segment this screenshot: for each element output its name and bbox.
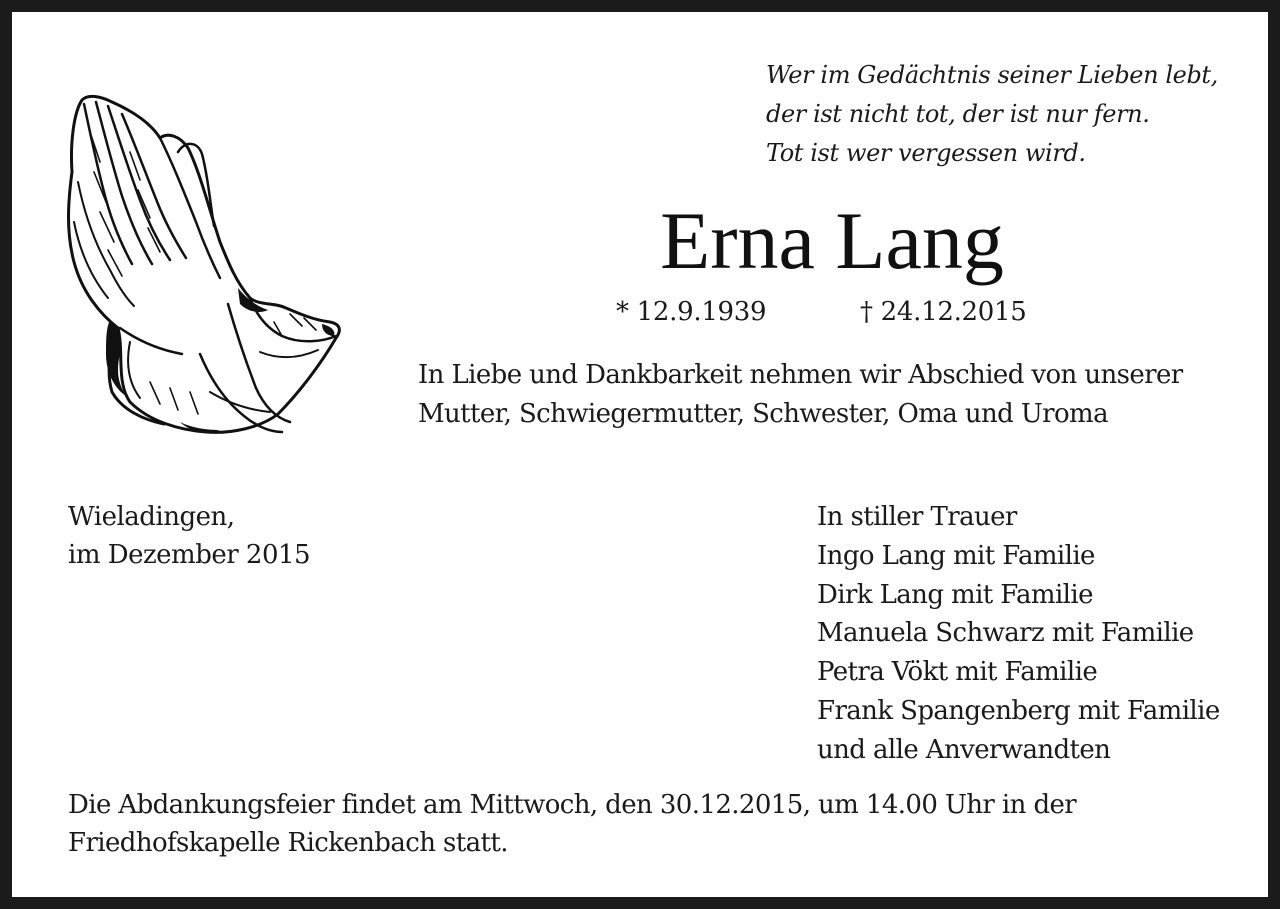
birth-date: * 12.9.1939 [616, 297, 767, 327]
memorial-quote [766, 56, 1266, 173]
deceased-name: Erna Lang [660, 195, 1004, 286]
ceremony-line: Die Abdankungsfeier findet am Mittwoch, den 30.12.2015, um 14.00 Uhr in der [68, 790, 1077, 820]
farewell-text [418, 356, 1278, 434]
quote-line: Tot ist wer vergessen wird. [766, 139, 1086, 167]
mourners-list [817, 498, 1220, 770]
death-date: † 24.12.2015 [860, 297, 1027, 327]
place-and-date [68, 498, 310, 574]
quote-line: der ist nicht tot, der ist nur fern. [766, 100, 1150, 128]
ceremony-info [68, 786, 1248, 862]
mourner-entry: Dirk Lang mit Familie [817, 579, 1093, 610]
ceremony-line: Friedhofskapelle Rickenbach statt. [68, 828, 508, 858]
farewell-line: In Liebe und Dankbarkeit nehmen wir Abschied von unserer [418, 360, 1183, 390]
mourner-entry: Ingo Lang mit Familie [817, 540, 1095, 571]
mourner-entry: und alle Anverwandten [817, 734, 1111, 765]
place-line: Wieladingen, [68, 502, 235, 532]
quote-line: Wer im Gedächtnis seiner Lieben lebt, [766, 61, 1218, 89]
farewell-line: Mutter, Schwiegermutter, Schwester, Oma und Uroma [418, 399, 1108, 429]
mourner-entry: Manuela Schwarz mit Familie [817, 618, 1194, 649]
date-line: im Dezember 2015 [68, 540, 311, 570]
mourner-entry: Frank Spangenberg mit Familie [817, 695, 1220, 726]
mourner-entry: Petra Vökt mit Familie [817, 657, 1098, 688]
praying-hands-icon [60, 92, 350, 452]
mourners-heading: In stiller Trauer [817, 502, 1017, 532]
